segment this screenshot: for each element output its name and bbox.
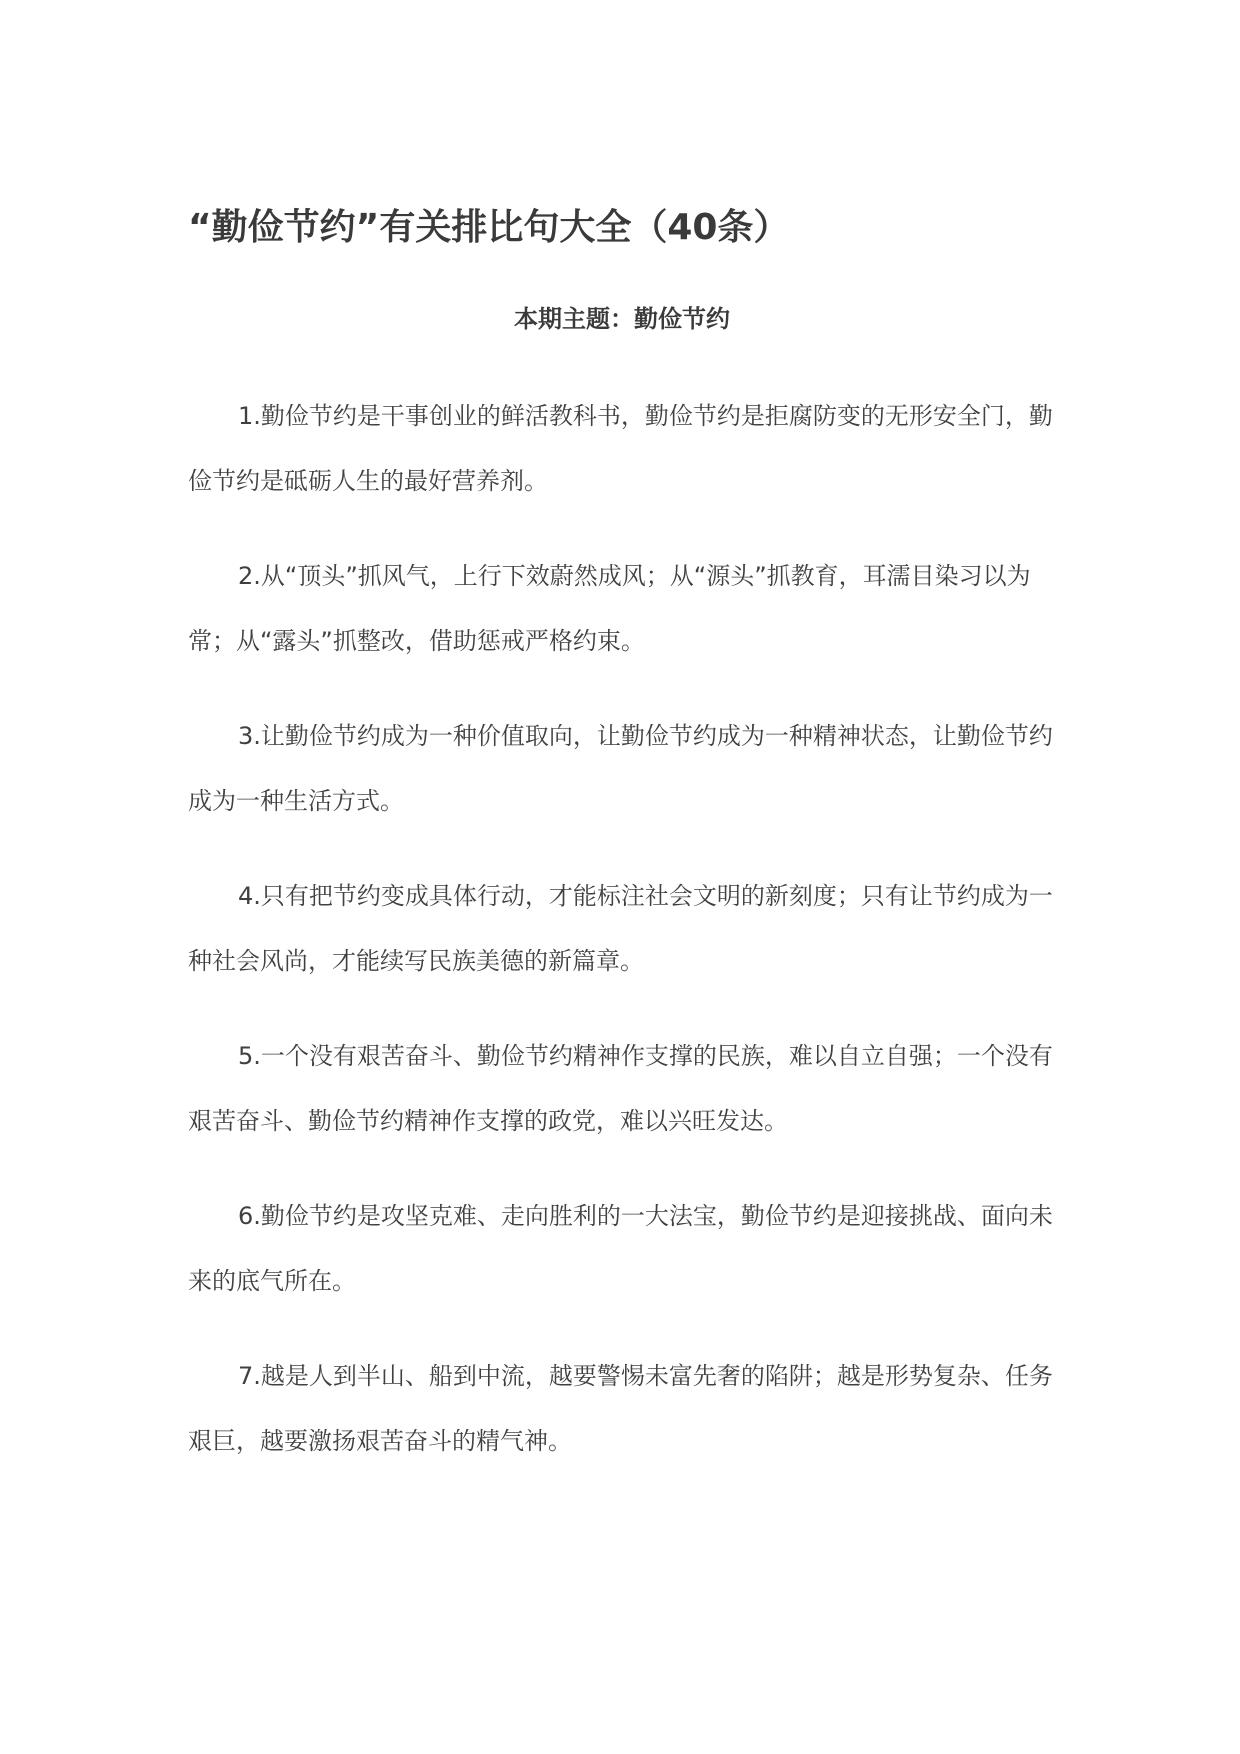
list-item: 2.从“顶头”抓风气，上行下效蔚然成风；从“源头”抓教育，耳濡目染习以为常；从“露头”抓整改，借助惩戒严格约束。 <box>188 562 1031 655</box>
list-item: 5.一个没有艰苦奋斗、勤俭节约精神作支撑的民族，难以自立自强；一个没有艰苦奋斗、勤俭节约精神作支撑的政党，难以兴旺发达。 <box>188 1042 1053 1135</box>
list-item: 6.勤俭节约是攻坚克难、走向胜利的一大法宝，勤俭节约是迎接挑战、面向未来的底气所在。 <box>188 1202 1053 1295</box>
subtitle: 本期主题：勤俭节约 <box>514 305 730 333</box>
page-title: “勤俭节约”有关排比句大全（40条） <box>188 207 790 248</box>
list-item: 3.让勤俭节约成为一种价值取向，让勤俭节约成为一种精神状态，让勤俭节约成为一种生活方式。 <box>188 722 1053 815</box>
list-item: 1.勤俭节约是干事创业的鲜活教科书，勤俭节约是拒腐防变的无形安全门，勤俭节约是砥砺人生的最好营养剂。 <box>188 402 1053 495</box>
list-item: 7.越是人到半山、船到中流，越要警惕未富先奢的陷阱；越是形势复杂、任务艰巨，越要激扬艰苦奋斗的精气神。 <box>188 1362 1053 1455</box>
item-list <box>188 384 1064 1504</box>
list-item: 4.只有把节约变成具体行动，才能标注社会文明的新刻度；只有让节约成为一种社会风尚，才能续写民族美德的新篇章。 <box>188 882 1053 975</box>
